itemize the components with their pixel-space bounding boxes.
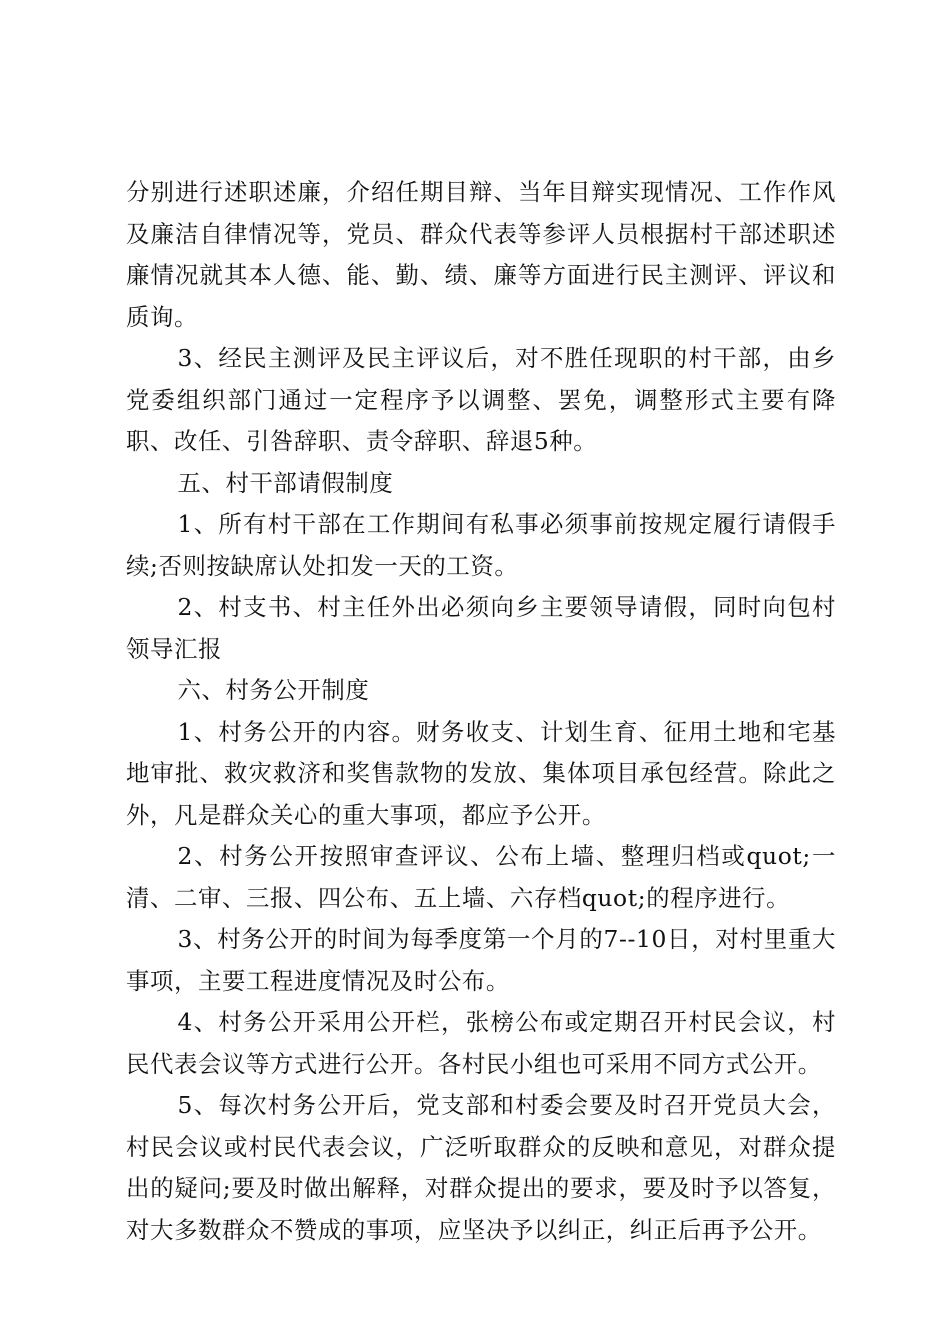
- paragraph-public-5: 5、每次村务公开后，党支部和村委会要及时召开党员大会，村民会议或村民代表会议，广泛听取群众的反映和意见，对群众提出的疑问;要及时做出解释，对群众提出的要求，要及时予以答复，对大多数群众不赞成的事项，应坚决予以纠正，纠正后再予公开。: [126, 1091, 836, 1244]
- paragraph-public-1: 1、村务公开的内容。财务收支、计划生育、征用土地和宅基地审批、救灾救济和奖售款物的发放、集体项目承包经营。除此之外，凡是群众关心的重大事项，都应予公开。: [126, 717, 836, 829]
- document-body: [126, 172, 836, 1251]
- paragraph-public-2: 2、村务公开按照审查评议、公布上墙、整理归档或quot;一清、二审、三报、四公布、五上墙、六存档quot;的程序进行。: [126, 842, 836, 912]
- paragraph-item-3: 3、经民主测评及民主评议后，对不胜任现职的村干部，由乡党委组织部门通过一定程序予以调整、罢免，调整形式主要有降职、改任、引咎辞职、责令辞职、辞退5种。: [126, 344, 836, 455]
- paragraph-leave-2: 2、村支书、村主任外出必须向乡主要领导请假，同时向包村领导汇报: [126, 593, 836, 663]
- paragraph-public-3: 3、村务公开的时间为每季度第一个月的7--10日，对村里重大事项，主要工程进度情况及时公布。: [126, 925, 836, 995]
- paragraph-leave-1: 1、所有村干部在工作期间有私事必须事前按规定履行请假手续;否则按缺席认处扣发一天的工资。: [126, 510, 836, 580]
- section-heading-6: 六、村务公开制度: [177, 676, 370, 704]
- paragraph-public-4: 4、村务公开采用公开栏，张榜公布或定期召开村民会议，村民代表会议等方式进行公开。各村民小组也可采用不同方式公开。: [126, 1008, 836, 1078]
- section-heading-5: 五、村干部请假制度: [177, 468, 394, 497]
- paragraph-continuation: 分别进行述职述廉，介绍任期目辩、当年目辩实现情况、工作作风及廉洁自律情况等，党员、群众代表等参评人员根据村干部述职述廉情况就其本人德、能、勤、绩、廉等方面进行民主测评、评议和质询。: [126, 178, 836, 331]
